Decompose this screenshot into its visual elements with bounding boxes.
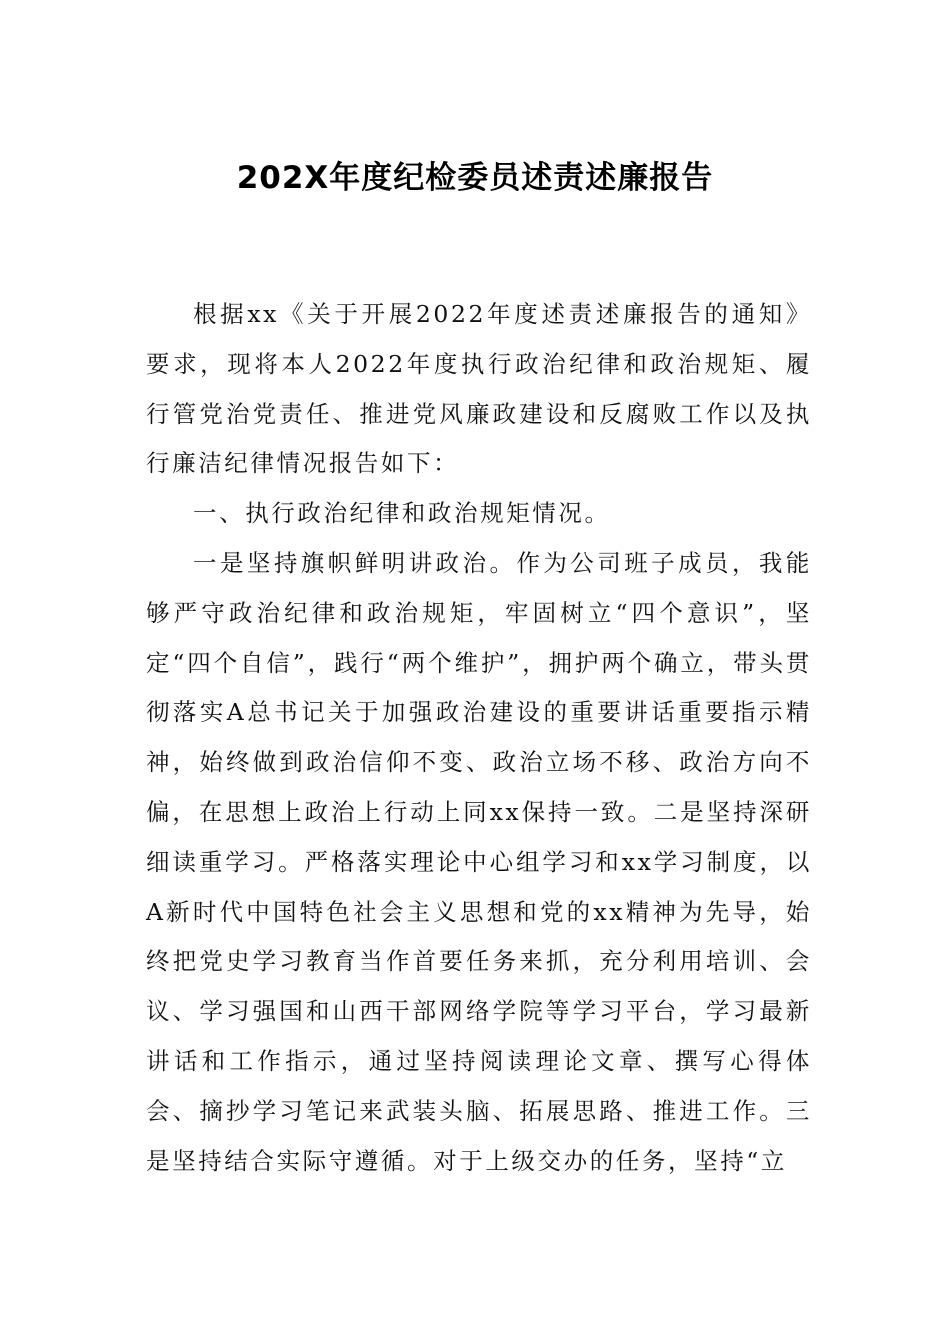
section-heading-1: 一、执行政治纪律和政治规矩情况。 xyxy=(193,499,611,528)
document-title: 202X年度纪检委员述责述廉报告 xyxy=(236,160,714,196)
paragraph-intro: 根据xx《关于开展2022年度述责述廉报告的通知》要求，现将本人2022年度执行政治纪律和政治规矩、履行管党治党责任、推进党风廉政建设和反腐败工作以及执行廉洁纪律情况报告如下： xyxy=(146,300,812,478)
paragraph-political-discipline: 一是坚持旗帜鲜明讲政治。作为公司班子成员，我能够严守政治纪律和政治规矩，牢固树立“四个意识”，坚定“四个自信”，践行“两个维护”，拥护两个确立，带头贯彻落实A总书记关于加强政治建设的重要讲话重要指示精神，始终做到政治信仰不变、政治立场不移、政治方向不偏，在思想上政治上行动上同xx保持一致。二是坚持深研细读重学习。严格落实理论中心组学习和xx学习制度，以A新时代中国特色社会主义思想和党的xx精神为先导，始终把党史学习教育当作首要任务来抓，充分利用培训、会议、学习强国和山西干部网络学院等学习平台，学习最新讲话和工作指示，通过坚持阅读理论文章、撰写心得体会、摘抄学习笔记来武装头脑、拓展思路、推进工作。三是坚持结合实际守遵循。对于上级交办的任务，坚持“立 xyxy=(146,548,812,1175)
document-body xyxy=(146,290,812,1186)
